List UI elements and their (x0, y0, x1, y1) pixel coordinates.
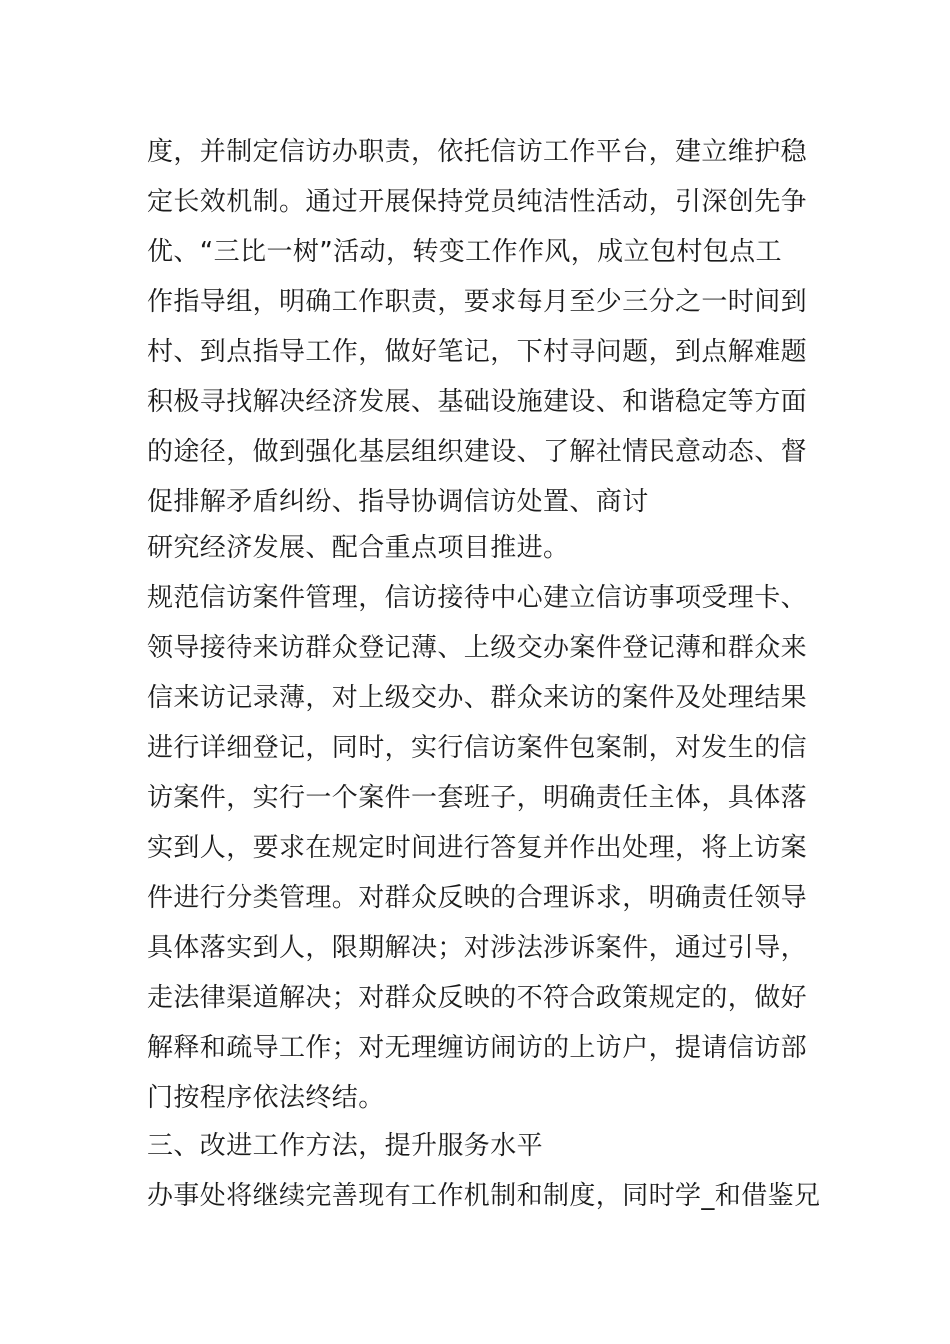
text-line: 解释和疏导工作；对无理缠访闹访的上访户，提请信访部 (147, 1033, 808, 1063)
text-line: 实到人，要求在规定时间进行答复并作出处理，将上访案 (147, 833, 808, 863)
section-heading: 三、改进工作方法，提升服务水平 (147, 1131, 544, 1161)
paragraph-first-line: 规范信访案件管理，信访接待中心建立信访事项受理卡、 (147, 583, 808, 613)
text-line: 进行详细登记，同时，实行信访案件包案制，对发生的信 (147, 733, 808, 763)
text-line: 信来访记录薄，对上级交办、群众来访的案件及处理结果 (147, 683, 808, 713)
text-line: 促排解矛盾纠纷、指导协调信访处置、商讨 (147, 487, 649, 517)
text-line: 作指导组，明确工作职责，要求每月至少三分之一时间到 (147, 287, 808, 317)
text-line: 门按程序依法终结。 (147, 1083, 385, 1113)
text-line: 件进行分类管理。对群众反映的合理诉求，明确责任领导 (147, 883, 808, 913)
text-line: 度，并制定信访办职责，依托信访工作平台，建立维护稳 (147, 137, 808, 167)
text-line: 走法律渠道解决；对群众反映的不符合政策规定的，做好 (147, 983, 808, 1013)
text-line: 村、到点指导工作，做好笔记，下村寻问题，到点解难题 (147, 337, 808, 367)
text-line: 具体落实到人，限期解决；对涉法涉诉案件，通过引导， (147, 933, 808, 963)
text-line: 的途径，做到强化基层组织建设、了解社情民意动态、督 (147, 437, 808, 467)
text-line: 访案件，实行一个案件一套班子，明确责任主体，具体落 (147, 783, 808, 813)
text-line: 积极寻找解决经济发展、基础设施建设、和谐稳定等方面 (147, 387, 808, 417)
text-line: 优、“三比一树”活动，转变工作作风，成立包村包点工 (147, 237, 782, 267)
text-line: 领导接待来访群众登记薄、上级交办案件登记薄和群众来 (147, 633, 808, 663)
text-line: 研究经济发展、配合重点项目推进。 (147, 533, 570, 563)
text-line: 办事处将继续完善现有工作机制和制度，同时学_和借鉴兄 (147, 1181, 821, 1211)
text-line: 定长效机制。通过开展保持党员纯洁性活动，引深创先争 (147, 187, 808, 217)
